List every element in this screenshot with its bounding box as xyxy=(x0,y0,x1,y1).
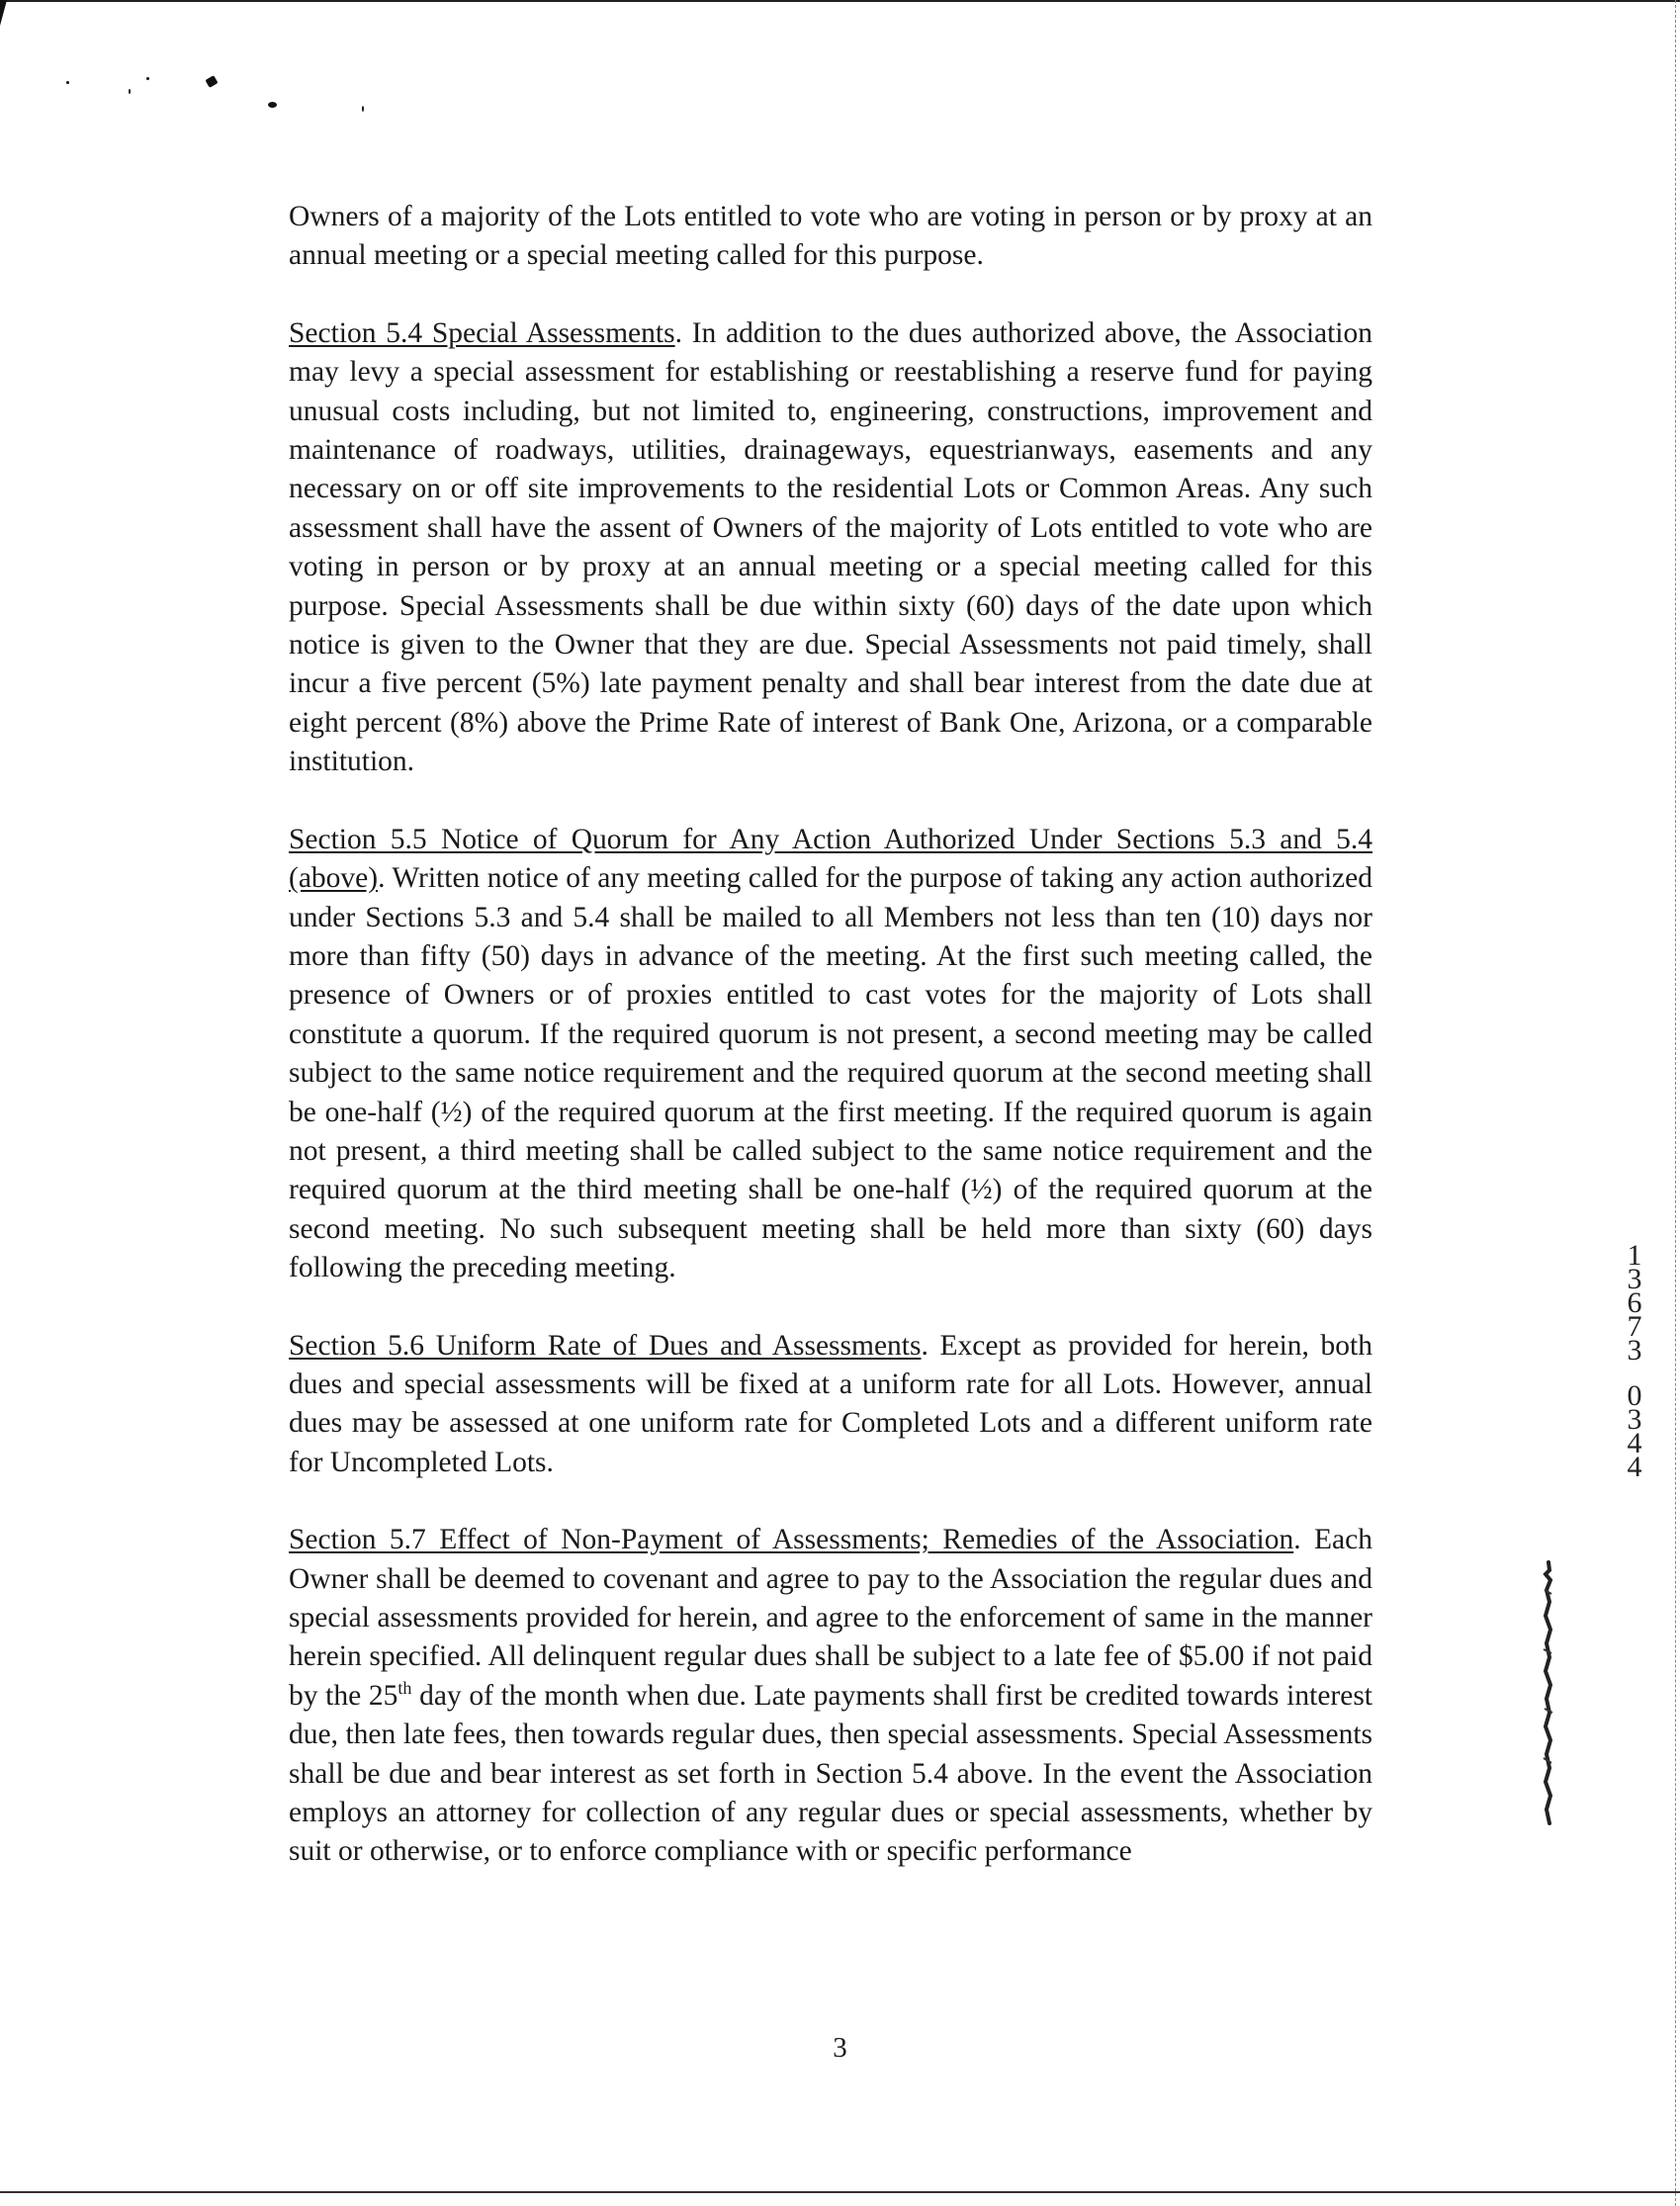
section-heading: Section 5.4 Special Assessments xyxy=(289,316,675,349)
scan-speck xyxy=(66,81,69,84)
margin-scribble-mark xyxy=(1541,1560,1554,1827)
paragraph-text: . Except as provided for herein, both dues and special assessments will be fixed at a uniform rate for all Lots. However, annual dues may be assessed at one uniform rate for Completed Lots and a different uniform rate for Uncompleted Lots. xyxy=(289,1329,1372,1478)
section-heading: Section 5.7 Effect of Non-Payment of Assessments; Remedies of the Association xyxy=(289,1524,1294,1556)
ordinal-suffix: th xyxy=(398,1677,412,1698)
stamp-digit: 1 xyxy=(1627,1239,1642,1272)
paragraph-text: Owners of a majority of the Lots entitled to vote who are voting in person or by proxy at an annual meeting or a special meeting called for this purpose. xyxy=(289,201,1372,272)
scan-speck xyxy=(362,106,364,112)
section-heading: Section 5.6 Uniform Rate of Dues and Assessments xyxy=(289,1329,922,1362)
scan-right-edge xyxy=(1674,0,1676,2206)
paragraph-section-5-7 xyxy=(289,1521,1372,1872)
scan-top-edge xyxy=(0,0,1680,2)
stamp-digit: 3 xyxy=(1627,1263,1642,1295)
stamp-digit: 0 xyxy=(1627,1379,1642,1412)
page-number: 3 xyxy=(833,2032,847,2064)
paragraph-text: day of the month when due. Late payments shall first be credited towards interest due, then late fees, then towards regular dues, then special assessments. Special Assessments shall be due and bear interest as set forth in Section 5.4 above. In the event the Association employs an attorney for collection of any regular dues or special assessments, whether by suit or otherwise, or to enforce compliance with or specific performance xyxy=(289,1679,1373,1868)
stamp-digit: 7 xyxy=(1627,1310,1642,1343)
stamp-digit: 3 xyxy=(1627,1403,1642,1436)
scan-speck xyxy=(205,75,218,88)
document-body xyxy=(289,198,1372,1910)
paragraph-section-5-4 xyxy=(289,314,1372,782)
paragraph-text: . In addition to the dues authorized above, the Association may levy a special assessment for establishing or reestablishing a reserve fund for paying unusual costs including, but not limited to, engineering, constructions, improvement and maintenance of roadways, utilities, drainageways, equestrianways, easements and any necessary on or off site improvements to the residential Lots or Common Areas. Any such assessment shall have the assent of Owners of the majority of Lots entitled to vote who are voting in person or by proxy at an annual meeting or a special meeting called for this purpose. Special Assessments shall be due within sixty (60) days of the date upon which notice is given to the Owner that they are due. Special Assessments not paid timely, shall incur a five percent (5%) late payment penalty and shall bear interest from the date due at eight percent (8%) above the Prime Rate of interest of Bank One, Arizona, or a comparable institution. xyxy=(289,316,1372,778)
scan-speck xyxy=(129,89,131,94)
section-heading: Section 5.5 Notice of Quorum for Any Action Authorized Under Sections 5.3 and 5.4 (above) xyxy=(289,823,1372,895)
scan-bottom-edge xyxy=(0,2191,1680,2193)
paragraph-section-5-5 xyxy=(289,821,1372,1288)
stamp-digit: 3 xyxy=(1627,1334,1642,1367)
paragraph-text: . Each Owner shall be deemed to covenant and agree to pay to the Association the regular dues and special assessments provided for herein, and agree to the enforcement of same in the manner herein specified. All delinquent regular dues shall be subject to a late fee of $5.00 if not paid by the 25 xyxy=(289,1524,1372,1712)
paragraph-text: . Written notice of any meeting called for the purpose of taking any action authorized under Sections 5.3 and 5.4 shall be mailed to all Members not less than ten (10) days nor more than fifty (50) days in advance of the meeting. At the first such meeting called, the presence of Owners or of proxies entitled to cast votes for the majority of Lots shall constitute a quorum. If the required quorum is not present, a second meeting may be called subject to the same notice requirement and the required quorum at the second meeting shall be one-half (½) of the required quorum at the first meeting. If the required quorum is again not present, a third meeting shall be called subject to the same notice requirement and the required quorum at the third meeting shall be one-half (½) of the required quorum at the second meeting. No such subsequent meeting shall be held more than sixty (60) days following the preceding meeting. xyxy=(289,862,1372,1284)
paragraph-section-5-6 xyxy=(289,1327,1372,1483)
stamp-digit: 4 xyxy=(1627,1427,1642,1459)
scan-speck xyxy=(146,77,149,80)
stamp-digit: 6 xyxy=(1627,1286,1642,1319)
scan-corner-mark xyxy=(0,0,7,26)
paragraph-continuation xyxy=(289,198,1372,276)
recording-stamp xyxy=(1617,1239,1652,1483)
scan-speck xyxy=(268,102,277,108)
stamp-digit: 4 xyxy=(1627,1451,1642,1483)
